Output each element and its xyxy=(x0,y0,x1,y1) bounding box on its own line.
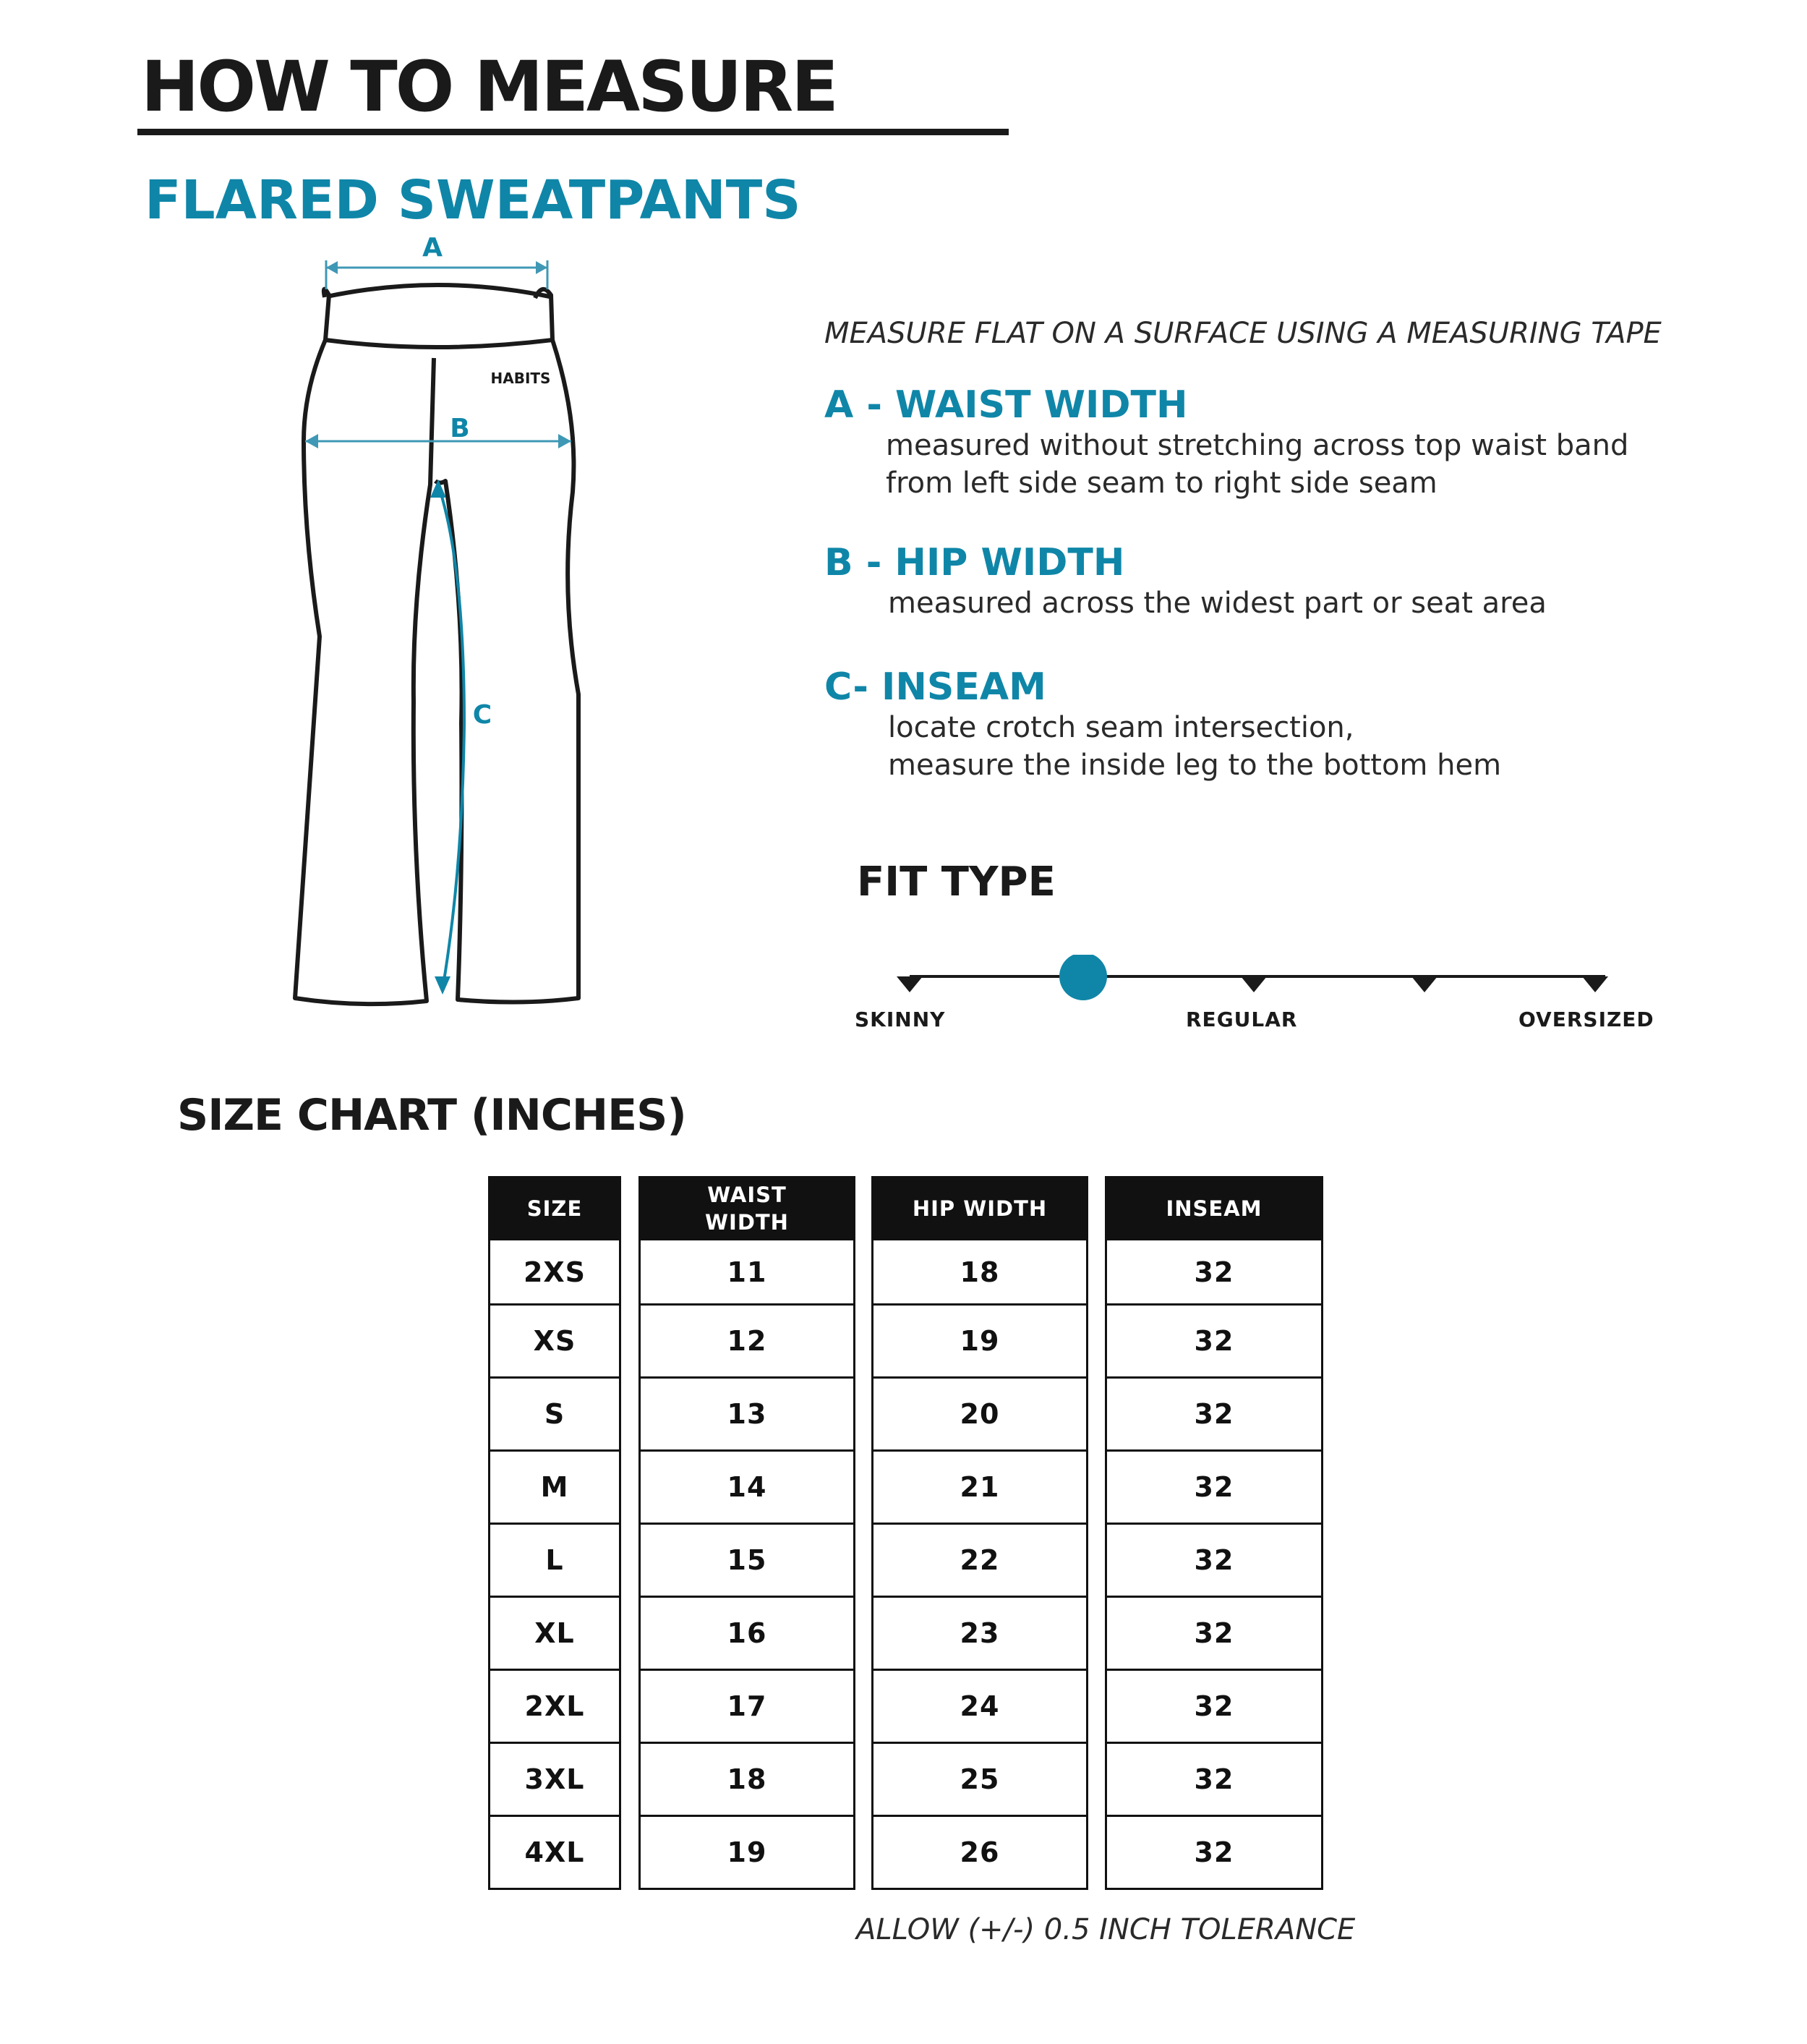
column-inseam xyxy=(1105,1176,1323,1890)
table-cell-hip-width: 20 xyxy=(871,1379,1088,1452)
pants-outline xyxy=(295,340,578,1004)
table-cell-waist-width: 15 xyxy=(638,1525,855,1598)
table-cell-hip-width: 22 xyxy=(871,1525,1088,1598)
table-cell-hip-width: 26 xyxy=(871,1817,1088,1890)
table-cell-hip-width: 24 xyxy=(871,1671,1088,1744)
table-cell-hip-width: 21 xyxy=(871,1452,1088,1525)
fit-type-scale xyxy=(889,955,1627,1013)
column-hip-width xyxy=(871,1176,1088,1890)
waistband-top xyxy=(327,285,550,297)
fit-label-regular: REGULAR xyxy=(1186,1008,1298,1031)
table-cell-inseam: 32 xyxy=(1105,1452,1323,1525)
label-b: B xyxy=(450,414,470,443)
table-cell-size: XS xyxy=(488,1306,621,1379)
fit-scale-tick xyxy=(1582,976,1608,992)
table-cell-size: XL xyxy=(488,1598,621,1671)
table-cell-size: 2XL xyxy=(488,1671,621,1744)
table-cell-waist-width: 18 xyxy=(638,1744,855,1817)
table-cell-waist-width: 11 xyxy=(638,1240,855,1306)
table-cell-waist-width: 17 xyxy=(638,1671,855,1744)
fit-scale-tick xyxy=(1411,976,1438,992)
table-cell-size: 4XL xyxy=(488,1817,621,1890)
title-underline xyxy=(137,129,1009,135)
table-cell-inseam: 32 xyxy=(1105,1379,1323,1452)
table-cell-inseam: 32 xyxy=(1105,1744,1323,1817)
table-cell-waist-width: 19 xyxy=(638,1817,855,1890)
column-waist-width xyxy=(638,1176,855,1890)
brand-logo: HABITS xyxy=(490,370,551,387)
table-cell-inseam: 32 xyxy=(1105,1240,1323,1306)
table-cell-inseam: 32 xyxy=(1105,1671,1323,1744)
column-size xyxy=(488,1176,621,1890)
table-cell-size: M xyxy=(488,1452,621,1525)
table-cell-inseam: 32 xyxy=(1105,1306,1323,1379)
table-cell-hip-width: 18 xyxy=(871,1240,1088,1306)
table-cell-waist-width: 14 xyxy=(638,1452,855,1525)
table-cell-hip-width: 23 xyxy=(871,1598,1088,1671)
column-header-waist-width: WAIST WIDTH xyxy=(638,1176,855,1240)
table-cell-hip-width: 25 xyxy=(871,1744,1088,1817)
hip-width-heading: B - HIP WIDTH xyxy=(824,541,1125,584)
inseam-desc-2: measure the inside leg to the bottom hem xyxy=(888,749,1502,782)
pants-diagram xyxy=(275,231,607,1013)
inseam-desc-1: locate crotch seam intersection, xyxy=(888,711,1354,744)
label-c: C xyxy=(472,700,492,730)
size-chart-title: SIZE CHART (INCHES) xyxy=(177,1090,686,1141)
waistband-outline xyxy=(324,289,552,347)
fit-scale-tick xyxy=(1241,976,1267,992)
table-cell-size: 3XL xyxy=(488,1744,621,1817)
instruction-note: MEASURE FLAT ON A SURFACE USING A MEASURING TAPE xyxy=(824,317,1662,350)
table-cell-inseam: 32 xyxy=(1105,1817,1323,1890)
inseam-heading: C- INSEAM xyxy=(824,665,1046,709)
fit-label-oversized: OVERSIZED xyxy=(1518,1008,1654,1031)
product-title: FLARED SWEATPANTS xyxy=(145,169,801,231)
page-title: HOW TO MEASURE xyxy=(141,46,837,127)
table-cell-waist-width: 16 xyxy=(638,1598,855,1671)
table-cell-size: S xyxy=(488,1379,621,1452)
column-header-inseam: INSEAM xyxy=(1105,1176,1323,1240)
waist-width-heading: A - WAIST WIDTH xyxy=(824,383,1188,427)
hip-width-desc: measured across the widest part or seat area xyxy=(888,587,1547,620)
table-cell-waist-width: 12 xyxy=(638,1306,855,1379)
tolerance-note: ALLOW (+/-) 0.5 INCH TOLERANCE xyxy=(856,1913,1356,1946)
fit-indicator xyxy=(1059,955,1107,1000)
table-cell-hip-width: 19 xyxy=(871,1306,1088,1379)
waist-width-desc-1: measured without stretching across top waist band xyxy=(886,429,1629,462)
table-cell-size: L xyxy=(488,1525,621,1598)
column-header-hip-width: HIP WIDTH xyxy=(871,1176,1088,1240)
fit-type-title: FIT TYPE xyxy=(857,859,1056,906)
fit-scale-tick xyxy=(897,976,923,992)
table-cell-inseam: 32 xyxy=(1105,1598,1323,1671)
column-header-size: SIZE xyxy=(488,1176,621,1240)
table-cell-size: 2XS xyxy=(488,1240,621,1306)
waist-width-desc-2: from left side seam to right side seam xyxy=(886,467,1438,500)
label-a: A xyxy=(422,233,443,263)
table-cell-waist-width: 13 xyxy=(638,1379,855,1452)
fit-label-skinny: SKINNY xyxy=(855,1008,946,1031)
table-cell-inseam: 32 xyxy=(1105,1525,1323,1598)
